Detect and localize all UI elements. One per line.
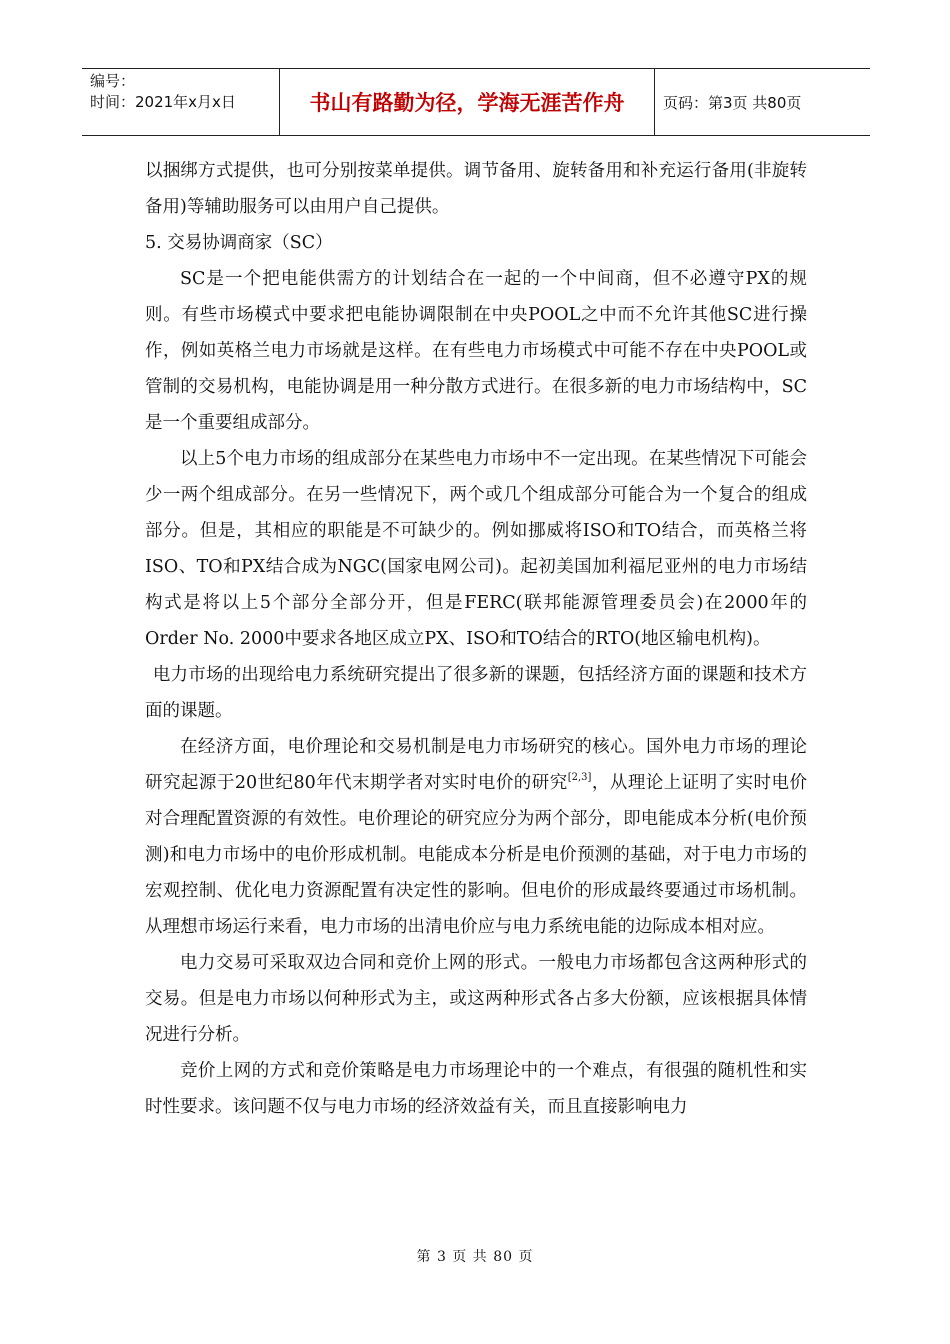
header-page-info: 页码：第3页 共80页	[663, 93, 802, 112]
header-time-label: 时间：2021年x月x日	[90, 93, 236, 111]
page-footer: 第 3 页 共 80 页	[416, 1249, 534, 1265]
citation-ref: [2,3]	[567, 772, 592, 783]
paragraph-economics	[145, 729, 807, 945]
document-body	[145, 153, 807, 1125]
paragraph-bidding: 竞价上网的方式和竞价策略是电力市场理论中的一个难点，有很强的随机性和实时性要求。该问题不仅与电力市场的经济效益有关，而且直接影响电力	[145, 1061, 807, 1117]
paragraph-trading-forms: 电力交易可采取双边合同和竞价上网的形式。一般电力市场都包含这两种形式的交易。但是电力市场以何种形式为主，或这两种形式各占多大份额，应该根据具体情况进行分析。	[145, 953, 807, 1045]
header-meta	[82, 69, 280, 135]
paragraph-sc-definition: SC是一个把电能供需方的计划结合在一起的一个中间商，但不必遵守PX的规则。有些市场模式中要求把电能协调限制在中央POOL之中而不允许其他SC进行操作，例如英格兰电力市场就是这样。在有些电力市场模式中可能不存在中央POOL或管制的交易机构，电能协调是用一种分散方式进行。在很多新的电力市场结构中，SC是一个重要组成部分。	[145, 269, 807, 433]
section-heading-sc: 5. 交易协调商家（SC）	[145, 233, 333, 253]
economics-text-b: ，从理论上证明了实时电价对合理配置资源的有效性。电价理论的研究应分为两个部分，即电能成本分析(电价预测)和电力市场中的电价形成机制。电能成本分析是电价预测的基础，对于电力市场的宏观控制、优化电力资源配置有决定性的影响。但电价的形成最终要通过市场机制。从理想市场运行来看，电力市场的出清电价应与电力系统电能的边际成本相对应。	[145, 773, 807, 937]
paragraph-market-components: 以上5个电力市场的组成部分在某些电力市场中不一定出现。在某些情况下可能会少一两个组成部分。在另一些情况下，两个或几个组成部分可能合为一个复合的组成部分。但是，其相应的职能是不可缺少的。例如挪威将ISO和TO结合，而英格兰将ISO、TO和PX结合成为NGC(国家电网公司)。起初美国加利福尼亚州的电力市场结构式是将以上5个部分全部分开，但是FERC(联邦能源管理委员会)在2000年的Order No. 2000中要求各地区成立PX、ISO和TO结合的RTO(地区输电机构)。	[145, 449, 807, 649]
header-number-label: 编号：	[90, 72, 136, 90]
paragraph-continuation: 以捆绑方式提供，也可分别按菜单提供。调节备用、旋转备用和补充运行备用(非旋转备用)等辅助服务可以由用户自己提供。	[145, 161, 807, 217]
paragraph-new-topics: 电力市场的出现给电力系统研究提出了很多新的课题，包括经济方面的课题和技术方面的课题。	[145, 665, 807, 721]
economics-text-a: 在经济方面，电价理论和交易机制是电力市场研究的核心。国外电力市场的理论研究起源于20世纪80年代末期学者对实时电价的研究	[145, 737, 807, 793]
header-motto: 书山有路勤为径，学海无涯苦作舟	[280, 69, 655, 135]
page-header	[82, 68, 870, 136]
